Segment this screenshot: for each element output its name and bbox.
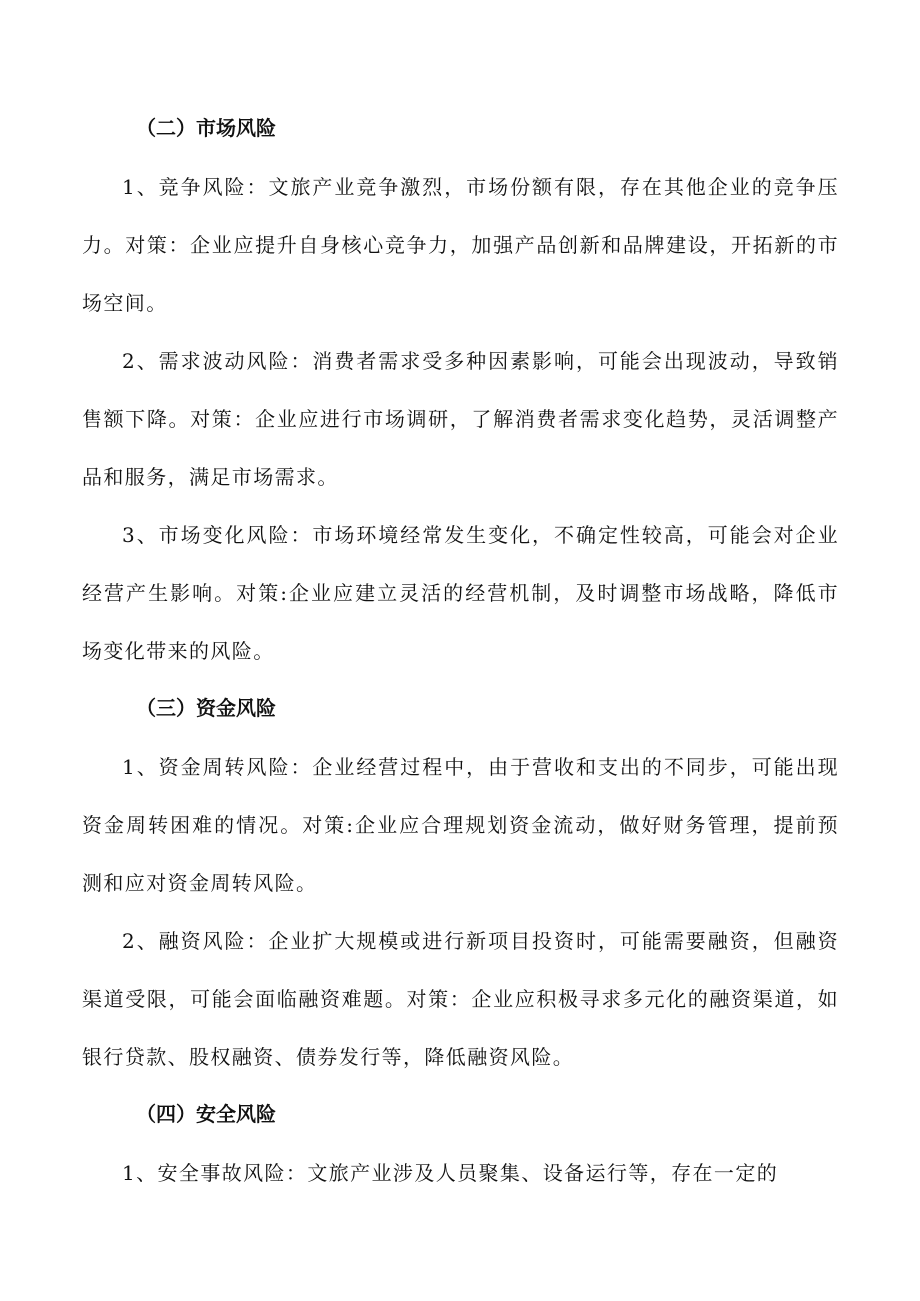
section-heading-safety-risk: （四）安全风险 — [136, 1102, 276, 1126]
paragraph-market-change-risk: 3、市场变化风险：市场环境经常发生变化，不确定性较高，可能会对企业经营产生影响。对策:企业应建立灵活的经营机制，及时调整市场战略，降低市场变化带来的风险。 — [82, 523, 839, 663]
paragraph-cash-turnover-risk: 1、资金周转风险：企业经营过程中，由于营收和支出的不同步，可能出现资金周转困难的情况。对策:企业应合理规划资金流动，做好财务管理，提前预测和应对资金周转风险。 — [82, 755, 839, 895]
paragraph-financing-risk: 2、融资风险：企业扩大规模或进行新项目投资时，可能需要融资，但融资渠道受限，可能会面临融资难题。对策：企业应积极寻求多元化的融资渠道，如银行贷款、股权融资、债券发行等，降低融资风险。 — [82, 929, 839, 1069]
document-body — [82, 107, 839, 1209]
paragraph-demand-fluctuation-risk: 2、需求波动风险：消费者需求受多种因素影响，可能会出现波动，导致销售额下降。对策：企业应进行市场调研，了解消费者需求变化趋势，灵活调整产品和服务，满足市场需求。 — [82, 349, 839, 489]
paragraph-competition-risk: 1、竞争风险：文旅产业竞争激烈，市场份额有限，存在其他企业的竞争压力。对策：企业应提升自身核心竞争力，加强产品创新和品牌建设，开拓新的市场空间。 — [82, 175, 839, 315]
section-heading-capital-risk: （三）资金风险 — [136, 696, 276, 720]
section-heading-market-risk: （二）市场风险 — [136, 116, 276, 140]
paragraph-safety-accident-risk: 1、安全事故风险：文旅产业涉及人员聚集、设备运行等，存在一定的 — [122, 1161, 779, 1185]
